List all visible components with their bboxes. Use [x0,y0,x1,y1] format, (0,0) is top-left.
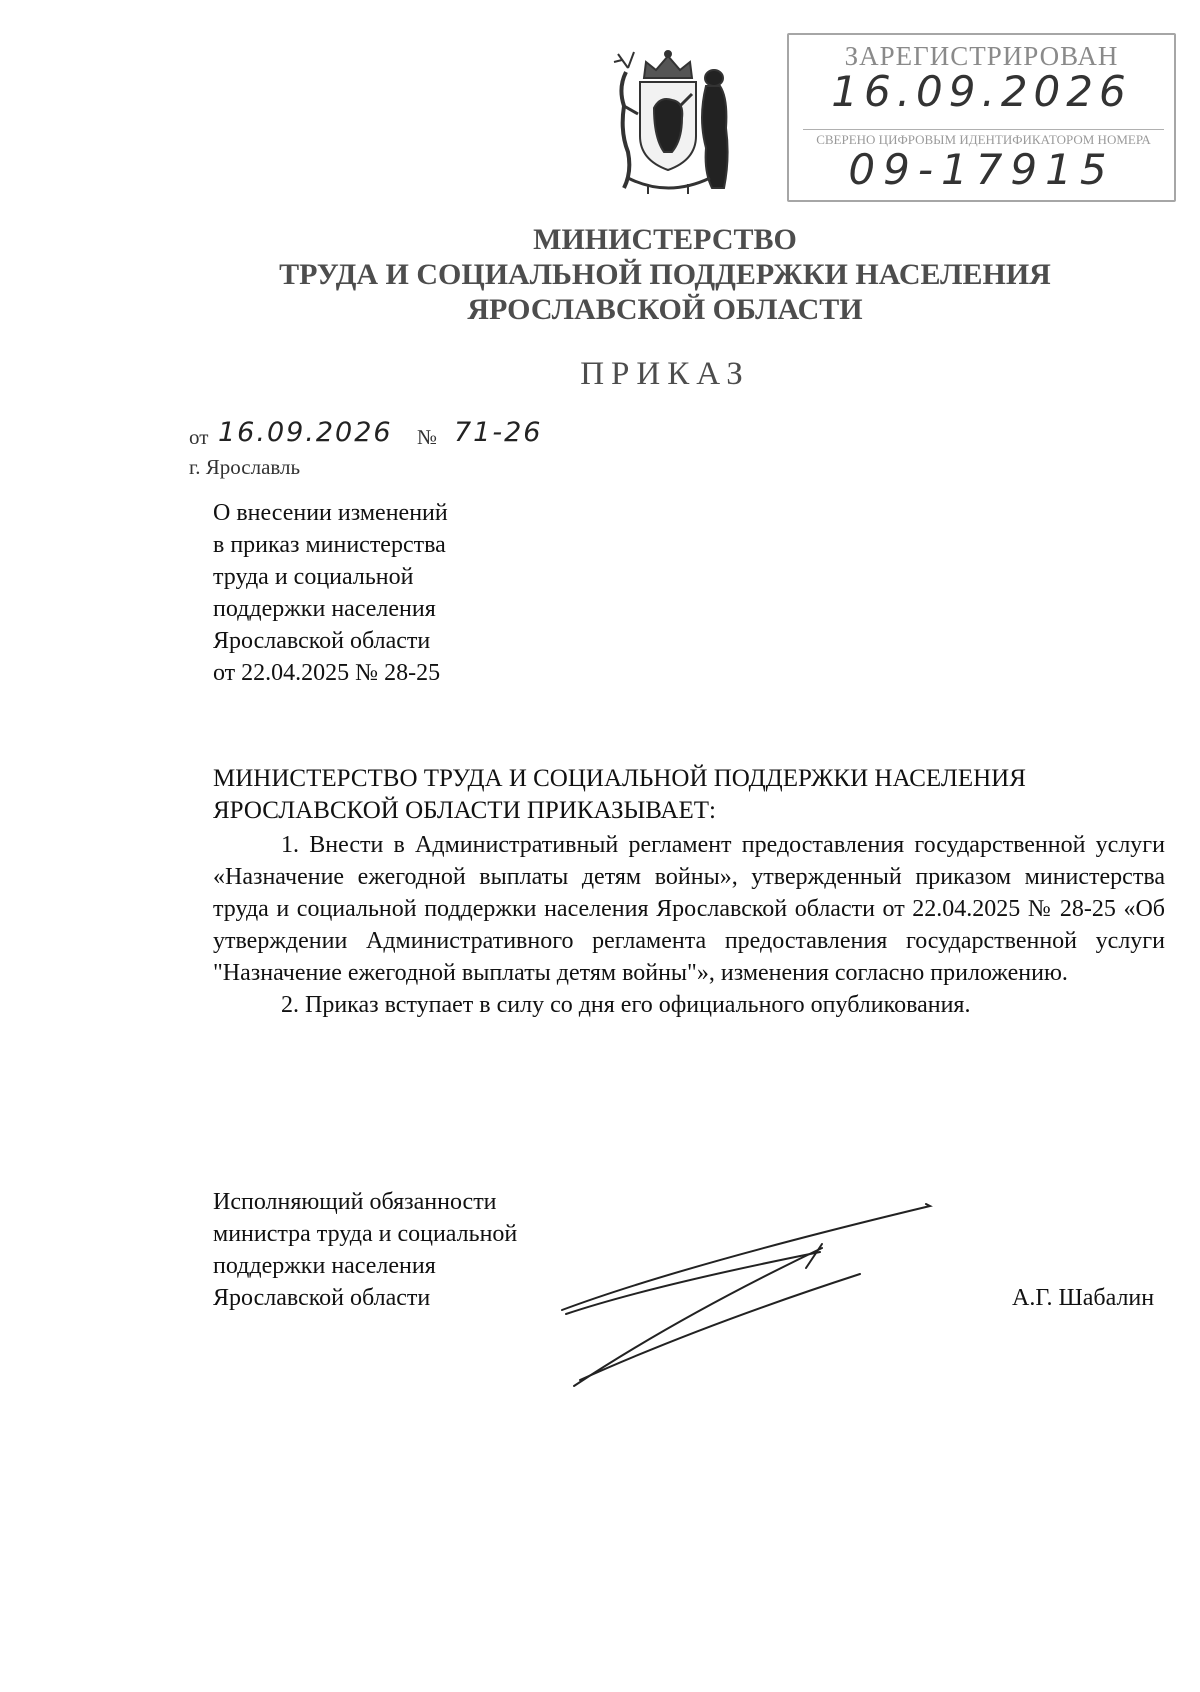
order-number: 71-26 [454,417,543,448]
signer-name: А.Г. Шабалин [1012,1285,1155,1311]
order-item-2: 2. Приказ вступает в силу со дня его официального опубликования. [281,992,971,1018]
order-preamble: МИНИСТЕРСТВО ТРУДА И СОЦИАЛЬНОЙ ПОДДЕРЖКИ НАСЕЛЕНИЯ ЯРОСЛАВСКОЙ ОБЛАСТИ ПРИКАЗЫВАЕТ: [213,765,1026,824]
signer-position-line: поддержки населения [213,1253,436,1279]
document-type-title: ПРИКАЗ [580,356,750,392]
subject-line: труда и социальной [213,564,414,590]
signer-position-line: Исполняющий обязанности [213,1189,497,1215]
order-body [213,829,1165,1021]
ministry-name-line-1: МИНИСТЕРСТВО [533,223,797,256]
handwritten-signature [560,1196,940,1396]
registration-stamp [787,33,1176,202]
signer-position-line: Ярославской области [213,1285,431,1311]
subject-line: Ярославской области [213,628,431,654]
date-from-label: от [189,425,209,449]
subject-line: поддержки населения [213,596,436,622]
order-subject [213,497,513,689]
ministry-name-line-3: ЯРОСЛАВСКОЙ ОБЛАСТИ [467,293,863,326]
order-item-1: 1. Внести в Административный регламент предоставления государственной услуги «Назначение ежегодной выплаты детям войны», утвержденный приказом министерства труда и социальной поддержки населения Ярославской области от 22.04.2025 № 28-25 «Об утверждении Административного регламента предоставления государственной услуги "Назначение ежегодной выплаты детям войны"», изменения согласно приложению. [213,832,1165,986]
signer-position-line: министра труда и социальной [213,1221,518,1247]
order-date: 16.09.2026 [218,417,393,448]
order-city: г. Ярославль [189,455,301,479]
stamp-number: 09-17915 [848,145,1115,194]
ministry-name-line-2: ТРУДА И СОЦИАЛЬНОЙ ПОДДЕРЖКИ НАСЕЛЕНИЯ [279,258,1051,291]
subject-line: от 22.04.2025 № 28-25 [213,660,441,686]
order-number-label: № [417,425,438,449]
signer-position [213,1186,613,1314]
stamp-caption: СВЕРЕНО ЦИФРОВЫМ ИДЕНТИФИКАТОРОМ НОМЕРА [803,129,1164,148]
stamp-title: ЗАРЕГИСТРИРОВАН [844,41,1119,71]
coat-of-arms-emblem [588,48,748,198]
subject-line: в приказ министерства [213,532,446,558]
subject-line: О внесении изменений [213,500,448,526]
stamp-date: 16.09.2026 [831,67,1132,116]
